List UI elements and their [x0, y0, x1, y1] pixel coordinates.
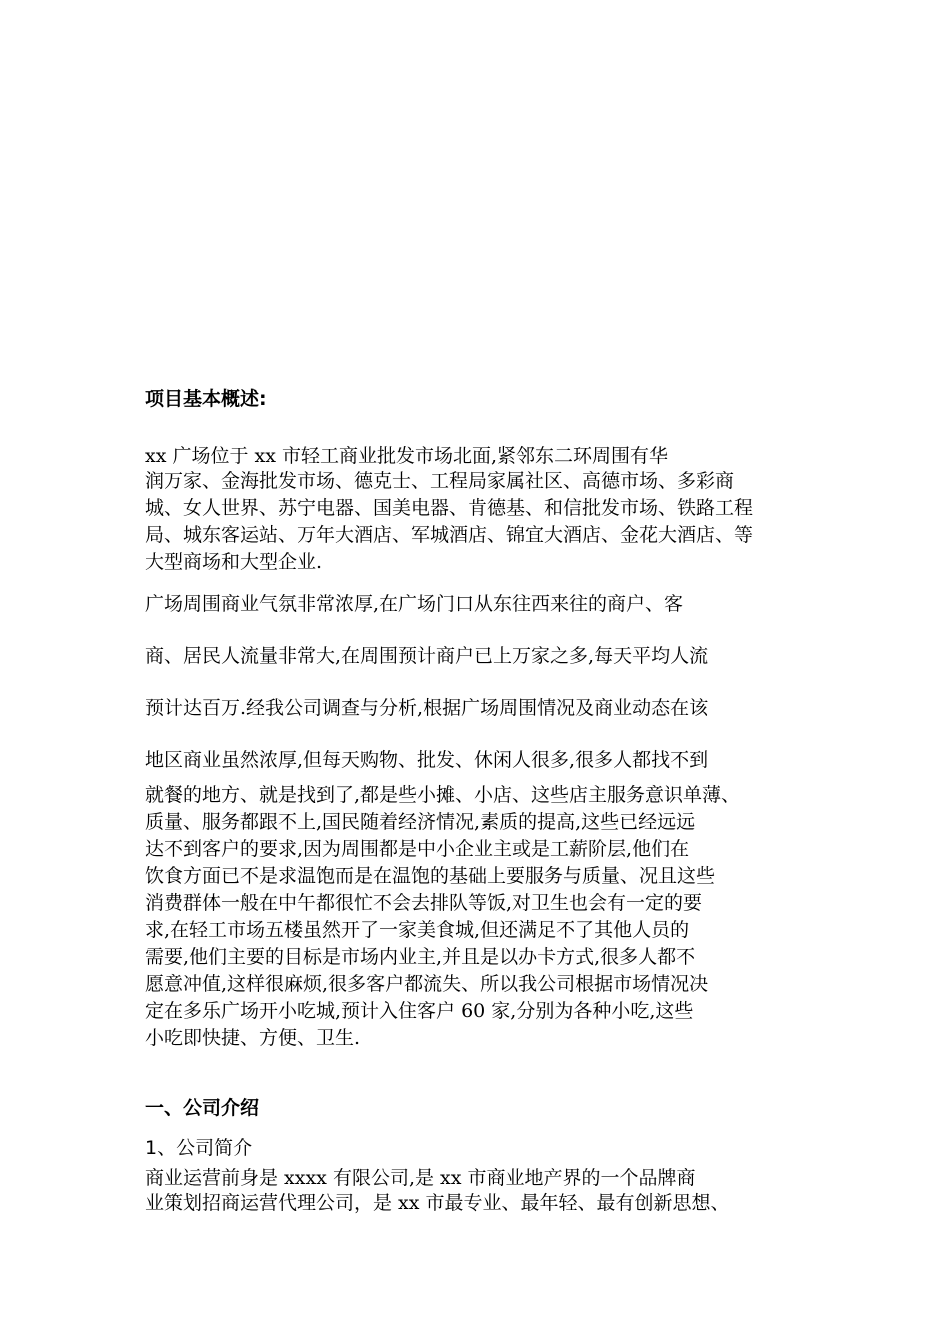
text-line: 业策划招商运营代理公司，是 xx 市最专业、最年轻、最有创新思想、: [145, 1192, 730, 1214]
paragraph-environment-cont: [145, 782, 810, 1052]
text-line: 局、城东客运站、万年大酒店、军城酒店、锦宜大酒店、金花大酒店、等: [145, 524, 754, 546]
paragraph-company-profile: [145, 1166, 810, 1216]
text-line: 商、居民人流量非常大,在周围预计商户已上万家之多,每天平均人流: [145, 645, 709, 667]
text-line: 求,在轻工市场五楼虽然开了一家美食城,但还满足不了其他人员的: [145, 919, 690, 941]
overview-heading: 项目基本概述:: [145, 388, 267, 410]
text-line: 润万家、金海批发市场、德克士、工程局家属社区、高德市场、多彩商: [145, 470, 735, 492]
paragraph-location-cont: [145, 468, 810, 576]
text-line: 质量、服务都跟不上,国民随着经济情况,素质的提高,这些已经远远: [145, 811, 696, 833]
text-line: 预计达百万.经我公司调查与分析,根据广场周围情况及商业动态在该: [145, 697, 709, 719]
text-line: 广场周围商业气氛非常浓厚,在广场门口从东往西来往的商户、客: [145, 593, 684, 615]
text-line: 小吃即快捷、方便、卫生.: [145, 1027, 361, 1049]
text-line: 需要,他们主要的目标是市场内业主,并且是以办卡方式,很多人都不: [145, 946, 696, 968]
text-line: 饮食方面已不是求温饱而是在温饱的基础上要服务与质量、况且这些: [145, 865, 716, 887]
text-line: 就餐的地方、就是找到了,都是些小摊、小店、这些店主服务意识单薄、: [145, 784, 741, 806]
text-line: 商业运营前身是 xxxx 有限公司,是 xx 市商业地产界的一个品牌商: [145, 1167, 696, 1189]
text-line: 大型商场和大型企业.: [145, 551, 323, 573]
text-line: 消费群体一般在中午都很忙不会去排队等饭,对卫生也会有一定的要: [145, 892, 703, 914]
text-line: 地区商业虽然浓厚,但每天购物、批发、休闲人很多,很多人都找不到: [145, 749, 709, 771]
text-line: xx 广场位于 xx 市轻工商业批发市场北面,紧邻东二环周围有华: [145, 445, 669, 467]
text-line: 愿意冲值,这样很麻烦,很多客户都流失、所以我公司根据市场情况决: [145, 973, 709, 995]
section-heading-company: 一、公司介绍: [145, 1097, 260, 1119]
subsection-heading-profile: 1、公司简介: [145, 1137, 253, 1159]
paragraph-environment: [145, 578, 810, 786]
text-line: 定在多乐广场开小吃城,预计入住客户 60 家,分别为各种小吃,这些: [145, 1000, 694, 1022]
text-line: 达不到客户的要求,因为周围都是中小企业主或是工薪阶层,他们在: [145, 838, 690, 860]
text-line: 城、女人世界、苏宁电器、国美电器、肯德基、和信批发市场、铁路工程: [145, 497, 754, 519]
